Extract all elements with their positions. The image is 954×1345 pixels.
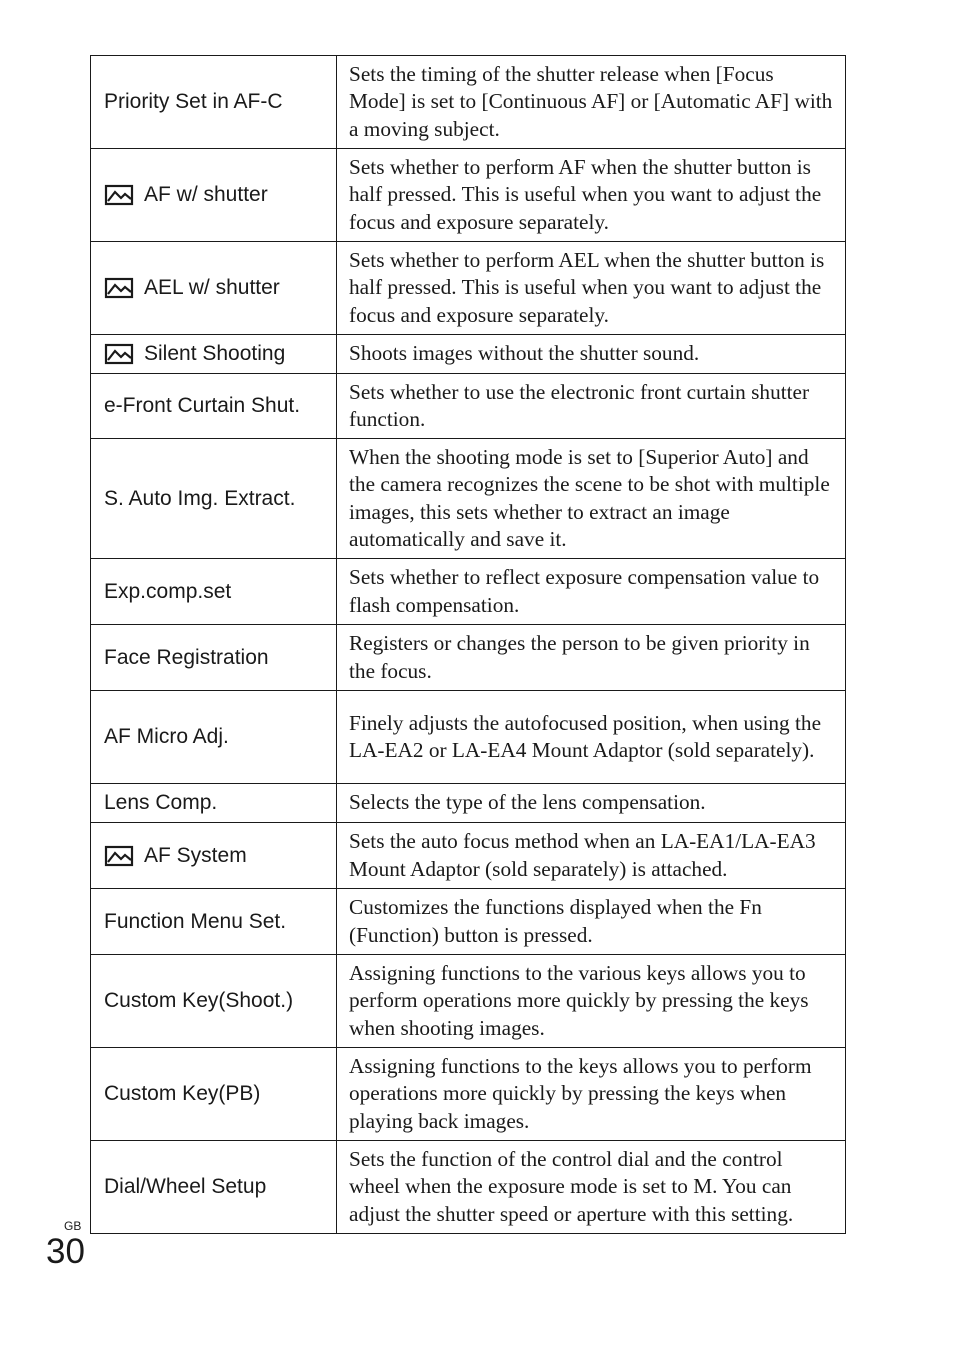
setting-description: Sets the auto focus method when an LA-EA1/LA-EA3 Mount Adaptor (sold separately) is attached. xyxy=(337,823,846,889)
region-code: GB xyxy=(64,1219,82,1233)
setting-name-cell xyxy=(91,784,337,823)
table-row xyxy=(91,823,846,889)
still-image-icon xyxy=(104,182,134,206)
still-image-icon xyxy=(104,843,134,867)
setting-name-cell xyxy=(91,691,337,784)
table-row xyxy=(91,149,846,242)
table-row xyxy=(91,889,846,955)
setting-name: Lens Comp. xyxy=(104,791,218,814)
still-image-icon xyxy=(104,341,134,365)
setting-description: Selects the type of the lens compensation. xyxy=(337,784,846,823)
table-row xyxy=(91,559,846,625)
setting-name-cell xyxy=(91,242,337,335)
setting-name: Dial/Wheel Setup xyxy=(104,1175,267,1198)
setting-description: Sets whether to reflect exposure compensation value to flash compensation. xyxy=(337,559,846,625)
table-row xyxy=(91,955,846,1048)
setting-description: Sets whether to perform AEL when the shutter button is half pressed. This is useful when you want to adjust the focus and exposure separately. xyxy=(337,242,846,335)
setting-description: Assigning functions to the keys allows you to perform operations more quickly by pressing the keys when playing back images. xyxy=(337,1048,846,1141)
table-row xyxy=(91,439,846,559)
setting-name: Priority Set in AF-C xyxy=(104,90,283,113)
setting-name-cell xyxy=(91,955,337,1048)
table-row xyxy=(91,335,846,374)
setting-name: Face Registration xyxy=(104,645,269,669)
setting-name: AF w/ shutter xyxy=(144,183,268,206)
setting-name-cell xyxy=(91,1048,337,1141)
page-number: 30 xyxy=(46,1232,85,1271)
setting-name: S. Auto Img. Extract. xyxy=(104,486,296,510)
setting-name: Function Menu Set. xyxy=(104,909,287,933)
setting-description: Finely adjusts the autofocused position, when using the LA-EA2 or LA-EA4 Mount Adaptor (sold separately). xyxy=(337,691,846,784)
setting-description: Customizes the functions displayed when the Fn (Function) button is pressed. xyxy=(337,889,846,955)
setting-description: Sets whether to use the electronic front curtain shutter function. xyxy=(337,374,846,439)
setting-name-cell xyxy=(91,559,337,625)
menu-settings-table xyxy=(90,55,846,1234)
setting-description: Sets the function of the control dial and the control wheel when the exposure mode is set to M. You can adjust the shutter speed or aperture with this setting. xyxy=(337,1141,846,1234)
table-row xyxy=(91,1048,846,1141)
table-row xyxy=(91,691,846,784)
setting-name: AEL w/ shutter xyxy=(144,276,280,299)
setting-name: Custom Key(Shoot.) xyxy=(104,989,294,1012)
setting-description: Assigning functions to the various keys allows you to perform operations more quickly by pressing the keys when shooting images. xyxy=(337,955,846,1048)
table-row xyxy=(91,242,846,335)
table-row xyxy=(91,784,846,823)
setting-name-cell xyxy=(91,625,337,691)
still-image-icon xyxy=(104,275,134,299)
setting-name-cell xyxy=(91,1141,337,1234)
setting-name: Silent Shooting xyxy=(144,342,286,365)
table-row xyxy=(91,56,846,149)
setting-name: Custom Key(PB) xyxy=(104,1082,261,1105)
setting-name: AF Micro Adj. xyxy=(104,725,229,748)
setting-name: Exp.comp.set xyxy=(104,579,232,603)
setting-description: When the shooting mode is set to [Superior Auto] and the camera recognizes the scene to be shot with multiple images, this sets whether to extract an image automatically and save it. xyxy=(337,439,846,559)
table-row xyxy=(91,374,846,439)
setting-name-cell xyxy=(91,823,337,889)
setting-name-cell xyxy=(91,149,337,242)
setting-description: Sets the timing of the shutter release when [Focus Mode] is set to [Continuous AF] or [Automatic AF] with a moving subject. xyxy=(337,56,846,149)
table-row xyxy=(91,1141,846,1234)
setting-name-cell xyxy=(91,889,337,955)
setting-name-cell xyxy=(91,335,337,374)
setting-name-cell xyxy=(91,439,337,559)
setting-name: AF System xyxy=(144,843,247,867)
setting-name-cell xyxy=(91,374,337,439)
table-row xyxy=(91,625,846,691)
setting-name-cell xyxy=(91,56,337,149)
setting-description: Sets whether to perform AF when the shutter button is half pressed. This is useful when you want to adjust the focus and exposure separately. xyxy=(337,149,846,242)
setting-description: Registers or changes the person to be given priority in the focus. xyxy=(337,625,846,691)
setting-description: Shoots images without the shutter sound. xyxy=(337,335,846,374)
setting-name: e-Front Curtain Shut. xyxy=(104,394,301,417)
